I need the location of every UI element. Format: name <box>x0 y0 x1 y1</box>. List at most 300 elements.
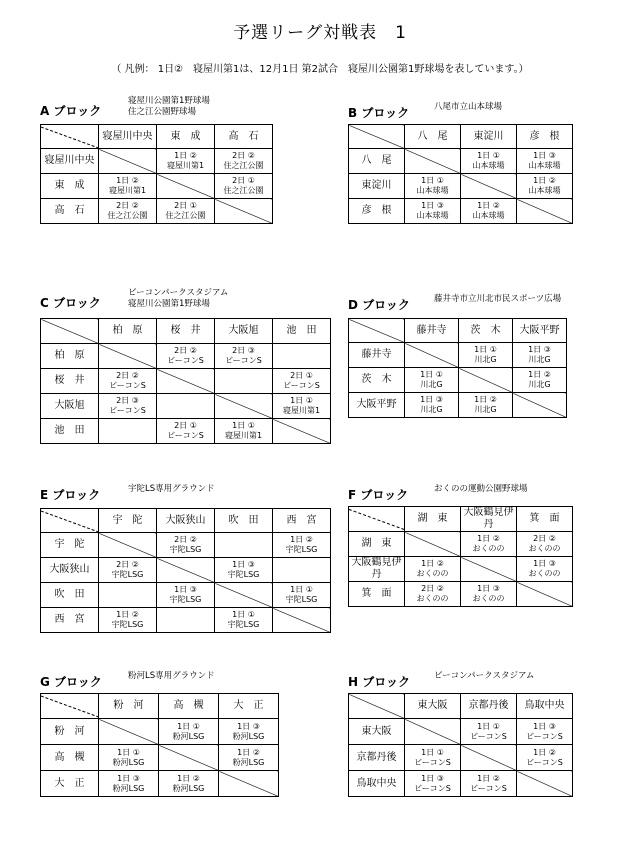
table-row <box>41 745 279 771</box>
match-slot: 2日 ② <box>116 560 139 569</box>
match-cell <box>99 369 157 394</box>
self-match-cell <box>461 557 517 582</box>
team-header: 寝屋川中央 <box>99 125 157 149</box>
match-venue: 川北G <box>474 355 497 364</box>
block-venue: 寝屋川公園第1野球場 <box>128 96 210 106</box>
team-header: 鳥取中央 <box>517 694 573 719</box>
match-venue: 山本球場 <box>528 161 561 170</box>
match-cell <box>157 344 215 369</box>
corner-cell <box>41 694 99 719</box>
match-slot: 2日 ③ <box>232 346 255 355</box>
match-slot: 1日 ① <box>420 370 443 379</box>
match-slot: 1日 ② <box>477 534 500 543</box>
table-row <box>41 344 331 369</box>
team-row-label: 池 田 <box>41 419 99 444</box>
match-slot: 2日 ③ <box>116 396 139 405</box>
match-cell <box>459 343 513 368</box>
match-slot: 2日 ② <box>174 346 197 355</box>
self-match-cell <box>405 149 461 174</box>
block-name: F ブロック <box>348 488 409 502</box>
match-slot: 1日 ② <box>533 747 556 757</box>
match-cell <box>517 532 573 557</box>
match-venue: 住之江公園 <box>223 161 264 170</box>
match-venue: ビーコンS <box>470 731 507 741</box>
team-header: 宇 陀 <box>99 509 157 533</box>
match-cell <box>273 583 331 608</box>
match-venue: おくのの <box>472 594 505 603</box>
match-cell <box>99 174 157 199</box>
team-header: 柏 原 <box>99 319 157 344</box>
match-slot: 2日 ② <box>421 584 444 593</box>
match-venue: 宇陀LSG <box>111 620 144 629</box>
team-row-label: 京都丹後 <box>349 745 405 771</box>
table-row <box>41 533 331 558</box>
block-name: E ブロック <box>40 488 101 502</box>
team-row-label: 高 石 <box>41 199 99 224</box>
match-cell <box>157 419 215 444</box>
match-cell <box>157 149 215 174</box>
team-header: 箕 面 <box>517 507 573 532</box>
match-cell <box>99 745 159 771</box>
self-match-cell <box>157 558 215 583</box>
match-slot: 1日 ① <box>232 610 255 619</box>
table-row <box>41 174 273 199</box>
team-header: 藤井寺 <box>405 319 459 343</box>
match-venue: おくのの <box>416 594 449 603</box>
team-row-label: 東淀川 <box>349 174 405 199</box>
match-venue: 宇陀LSG <box>111 570 144 579</box>
corner-cell <box>41 319 99 344</box>
team-header: 吹 田 <box>215 509 273 533</box>
team-row-label: 柏 原 <box>41 344 99 369</box>
match-cell <box>405 582 461 607</box>
table-row <box>41 419 331 444</box>
corner-cell <box>41 509 99 533</box>
self-match-cell <box>99 533 157 558</box>
match-slot: 1日 ① <box>474 345 497 354</box>
team-row-label: 寝屋川中央 <box>41 149 99 174</box>
team-row-label: 宇 陀 <box>41 533 99 558</box>
match-slot: 1日 ① <box>290 585 313 594</box>
match-slot: 1日 ③ <box>174 585 197 594</box>
team-row-label: 大阪平野 <box>349 393 405 418</box>
match-venue: 川北G <box>474 405 497 414</box>
team-header: 京都丹後 <box>461 694 517 719</box>
empty-cell <box>273 558 331 583</box>
match-slot: 1日 ② <box>528 370 551 379</box>
block-venue: ビーコンパークスタジアム <box>128 288 229 298</box>
block-d <box>348 288 570 421</box>
match-slot: 1日 ② <box>174 151 197 160</box>
match-cell <box>99 608 157 633</box>
match-slot: 1日 ① <box>477 151 500 160</box>
block-b <box>348 96 576 227</box>
match-cell <box>99 558 157 583</box>
block-venue: 藤井寺市立川北市民スポーツ広場 <box>434 294 562 304</box>
match-slot: 1日 ① <box>421 747 444 757</box>
match-slot: 1日 ② <box>421 559 444 568</box>
team-header: 大 正 <box>219 694 279 719</box>
block-name: G ブロック <box>40 675 102 689</box>
match-slot: 1日 ③ <box>533 151 556 160</box>
match-cell <box>517 745 573 771</box>
match-slot: 2日 ① <box>232 176 255 185</box>
block-c <box>40 288 334 447</box>
match-venue: 川北G <box>420 380 443 389</box>
match-cell <box>461 719 517 745</box>
match-venue: 粉河LSG <box>112 757 145 767</box>
match-cell <box>215 149 273 174</box>
team-header: 茨 木 <box>459 319 513 343</box>
table-row <box>41 719 279 745</box>
match-venue: おくのの <box>528 544 561 553</box>
team-row-label: 八 尾 <box>349 149 405 174</box>
self-match-cell <box>513 393 567 418</box>
team-header: 大阪狭山 <box>157 509 215 533</box>
team-row-label: 粉 河 <box>41 719 99 745</box>
match-cell <box>517 719 573 745</box>
match-venue: 粉河LSG <box>112 783 145 793</box>
team-row-label: 西 宮 <box>41 608 99 633</box>
match-venue: 粉河LSG <box>172 731 205 741</box>
table-row <box>41 771 279 797</box>
empty-cell <box>99 419 157 444</box>
team-header: 西 宮 <box>273 509 331 533</box>
match-cell <box>405 745 461 771</box>
block-h <box>348 665 576 800</box>
match-venue: ビーコンS <box>470 783 507 793</box>
match-venue: ビーコンS <box>283 381 320 390</box>
match-venue: 粉河LSG <box>232 731 265 741</box>
block-a <box>40 96 272 227</box>
match-venue: ビーコンS <box>109 406 146 415</box>
league-table <box>40 318 331 444</box>
self-match-cell <box>215 394 273 419</box>
match-cell <box>461 532 517 557</box>
match-cell <box>157 583 215 608</box>
team-row-label: 鳥取中央 <box>349 771 405 797</box>
table-row <box>41 583 331 608</box>
block-name: B ブロック <box>348 106 410 120</box>
match-slot: 1日 ③ <box>533 721 556 731</box>
self-match-cell <box>273 419 331 444</box>
match-venue: 寝屋川第1 <box>282 406 321 415</box>
team-row-label: 大阪鶴見伊丹 <box>349 557 405 582</box>
table-row <box>349 532 573 557</box>
match-slot: 1日 ③ <box>117 773 140 783</box>
team-header: 東大阪 <box>405 694 461 719</box>
team-row-label: 大 正 <box>41 771 99 797</box>
match-cell <box>405 199 461 224</box>
match-venue: 宇陀LSG <box>169 545 202 554</box>
block-venue: おくのの運動公園野球場 <box>434 484 528 494</box>
team-row-label: 大阪旭 <box>41 394 99 419</box>
match-cell <box>405 771 461 797</box>
table-row <box>349 557 573 582</box>
match-slot: 1日 ② <box>533 176 556 185</box>
team-header: 大阪平野 <box>513 319 567 343</box>
table-row <box>41 369 331 394</box>
corner-cell <box>349 694 405 719</box>
team-row-label: 湖 東 <box>349 532 405 557</box>
match-venue: 山本球場 <box>472 211 505 220</box>
match-venue: 山本球場 <box>472 161 505 170</box>
block-venue: 宇陀LS専用グラウンド <box>128 484 215 494</box>
table-row <box>41 199 273 224</box>
match-venue: 住之江公園 <box>223 186 264 195</box>
team-header: 湖 東 <box>405 507 461 532</box>
match-venue: 宇陀LSG <box>227 570 260 579</box>
match-cell <box>215 419 273 444</box>
team-header: 桜 井 <box>157 319 215 344</box>
match-cell <box>405 557 461 582</box>
team-header: 粉 河 <box>99 694 159 719</box>
table-row <box>349 174 573 199</box>
team-header: 彦 根 <box>517 125 573 149</box>
table-row <box>349 393 567 418</box>
team-row-label: 箕 面 <box>349 582 405 607</box>
match-slot: 1日 ③ <box>232 560 255 569</box>
match-venue: 山本球場 <box>528 186 561 195</box>
match-cell <box>461 771 517 797</box>
block-venue: ビーコンパークスタジアム <box>434 671 535 681</box>
match-slot: 2日 ① <box>290 371 313 380</box>
match-venue: 宇陀LSG <box>169 595 202 604</box>
match-cell <box>215 174 273 199</box>
match-slot: 1日 ① <box>232 421 255 430</box>
match-venue: 住之江公園 <box>165 211 206 220</box>
match-cell <box>517 174 573 199</box>
match-venue: 寝屋川第1 <box>166 161 205 170</box>
empty-cell <box>215 533 273 558</box>
self-match-cell <box>461 174 517 199</box>
match-slot: 1日 ① <box>117 747 140 757</box>
match-cell <box>405 368 459 393</box>
match-slot: 2日 ① <box>174 421 197 430</box>
match-venue: おくのの <box>472 544 505 553</box>
self-match-cell <box>99 149 157 174</box>
league-table <box>348 506 573 607</box>
team-row-label: 茨 木 <box>349 368 405 393</box>
self-match-cell <box>461 745 517 771</box>
self-match-cell <box>215 583 273 608</box>
block-venue: 八尾市立山本球場 <box>434 102 503 112</box>
match-slot: 1日 ② <box>477 201 500 210</box>
team-row-label: 彦 根 <box>349 199 405 224</box>
match-venue: 宇陀LSG <box>285 545 318 554</box>
match-venue: ビーコンS <box>225 356 262 365</box>
match-venue: 住之江公園 <box>107 211 148 220</box>
corner-cell <box>349 507 405 532</box>
match-slot: 2日 ② <box>116 371 139 380</box>
team-row-label: 藤井寺 <box>349 343 405 368</box>
self-match-cell <box>219 771 279 797</box>
match-cell <box>461 199 517 224</box>
match-slot: 1日 ② <box>177 773 200 783</box>
match-venue: ビーコンS <box>526 757 563 767</box>
match-slot: 2日 ② <box>174 535 197 544</box>
match-cell <box>513 343 567 368</box>
match-slot: 1日 ③ <box>528 345 551 354</box>
self-match-cell <box>99 344 157 369</box>
match-cell <box>513 368 567 393</box>
block-e <box>40 478 334 636</box>
match-cell <box>99 771 159 797</box>
match-cell <box>273 533 331 558</box>
match-venue: 山本球場 <box>416 211 449 220</box>
table-row <box>41 149 273 174</box>
block-venue: 住之江公園野球場 <box>128 107 197 117</box>
team-row-label: 東 成 <box>41 174 99 199</box>
match-slot: 1日 ② <box>477 773 500 783</box>
table-row <box>349 745 573 771</box>
match-cell <box>459 393 513 418</box>
league-table <box>348 124 573 224</box>
league-table <box>348 318 567 418</box>
team-header: 高 槻 <box>159 694 219 719</box>
match-venue: おくのの <box>528 569 561 578</box>
match-venue: ビーコンS <box>167 431 204 440</box>
match-cell <box>215 608 273 633</box>
self-match-cell <box>517 199 573 224</box>
match-venue: ビーコンS <box>414 757 451 767</box>
self-match-cell <box>405 719 461 745</box>
match-cell <box>517 149 573 174</box>
team-row-label: 桜 井 <box>41 369 99 394</box>
self-match-cell <box>157 174 215 199</box>
block-name: C ブロック <box>40 296 101 310</box>
match-cell <box>219 719 279 745</box>
table-row <box>41 558 331 583</box>
match-cell <box>219 745 279 771</box>
match-cell <box>461 149 517 174</box>
match-cell <box>461 582 517 607</box>
team-header: 東淀川 <box>461 125 517 149</box>
league-table <box>348 693 573 797</box>
match-slot: 1日 ① <box>421 176 444 185</box>
match-slot: 1日 ① <box>177 721 200 731</box>
empty-cell <box>157 394 215 419</box>
match-cell <box>273 394 331 419</box>
table-row <box>349 343 567 368</box>
match-venue: 粉河LSG <box>172 783 205 793</box>
block-name: D ブロック <box>348 298 410 312</box>
empty-cell <box>99 583 157 608</box>
empty-cell <box>157 608 215 633</box>
self-match-cell <box>215 199 273 224</box>
self-match-cell <box>157 369 215 394</box>
league-table <box>40 508 331 633</box>
match-slot: 2日 ② <box>116 201 139 210</box>
self-match-cell <box>459 368 513 393</box>
self-match-cell <box>99 719 159 745</box>
team-row-label: 高 槻 <box>41 745 99 771</box>
table-row <box>349 771 573 797</box>
self-match-cell <box>517 582 573 607</box>
team-header: 大阪旭 <box>215 319 273 344</box>
match-cell <box>99 199 157 224</box>
match-cell <box>159 719 219 745</box>
match-cell <box>273 369 331 394</box>
match-cell <box>517 557 573 582</box>
table-row <box>349 199 573 224</box>
match-slot: 1日 ③ <box>237 721 260 731</box>
self-match-cell <box>273 608 331 633</box>
match-slot: 1日 ② <box>474 395 497 404</box>
corner-cell <box>349 319 405 343</box>
match-slot: 1日 ③ <box>477 584 500 593</box>
block-f <box>348 478 576 610</box>
league-table <box>40 124 273 224</box>
match-venue: 寝屋川第1 <box>224 431 263 440</box>
league-table <box>40 693 279 797</box>
self-match-cell <box>159 745 219 771</box>
match-venue: 宇陀LSG <box>285 595 318 604</box>
match-venue: ビーコンS <box>167 356 204 365</box>
match-cell <box>215 558 273 583</box>
match-slot: 2日 ② <box>533 534 556 543</box>
match-slot: 1日 ② <box>290 535 313 544</box>
match-slot: 1日 ② <box>116 176 139 185</box>
team-header: 東 成 <box>157 125 215 149</box>
match-venue: ビーコンS <box>414 783 451 793</box>
match-cell <box>157 533 215 558</box>
match-slot: 2日 ① <box>174 201 197 210</box>
block-name: A ブロック <box>40 104 102 118</box>
match-venue: 山本球場 <box>416 186 449 195</box>
match-slot: 2日 ② <box>232 151 255 160</box>
match-venue: 川北G <box>420 405 443 414</box>
self-match-cell <box>405 532 461 557</box>
empty-cell <box>273 344 331 369</box>
self-match-cell <box>405 343 459 368</box>
block-venue: 寝屋川公園第1野球場 <box>128 299 210 309</box>
block-name: H ブロック <box>348 675 410 689</box>
match-slot: 1日 ① <box>290 396 313 405</box>
match-cell <box>405 393 459 418</box>
table-row <box>349 719 573 745</box>
match-venue: 宇陀LSG <box>227 620 260 629</box>
corner-cell <box>349 125 405 149</box>
match-cell <box>215 344 273 369</box>
match-slot: 1日 ③ <box>421 773 444 783</box>
match-cell <box>157 199 215 224</box>
match-slot: 1日 ② <box>237 747 260 757</box>
team-row-label: 東大阪 <box>349 719 405 745</box>
match-venue: 川北G <box>528 380 551 389</box>
match-slot: 1日 ② <box>116 610 139 619</box>
match-cell <box>405 174 461 199</box>
team-row-label: 大阪狭山 <box>41 558 99 583</box>
table-row <box>41 394 331 419</box>
match-slot: 1日 ③ <box>421 201 444 210</box>
team-header: 池 田 <box>273 319 331 344</box>
block-g <box>40 665 282 800</box>
match-venue: おくのの <box>416 569 449 578</box>
self-match-cell <box>517 771 573 797</box>
table-row <box>349 149 573 174</box>
team-header: 大阪鶴見伊丹 <box>461 507 517 532</box>
legend-note: （ 凡例： 1日② 寝屋川第1は、12月1日 第2試合 寝屋川公園第1野球場を表しています。） <box>111 64 529 75</box>
match-cell <box>99 394 157 419</box>
table-row <box>41 608 331 633</box>
corner-cell <box>41 125 99 149</box>
match-slot: 1日 ③ <box>533 559 556 568</box>
table-row <box>349 368 567 393</box>
match-venue: 寝屋川第1 <box>108 186 147 195</box>
table-row <box>349 582 573 607</box>
team-header: 高 石 <box>215 125 273 149</box>
